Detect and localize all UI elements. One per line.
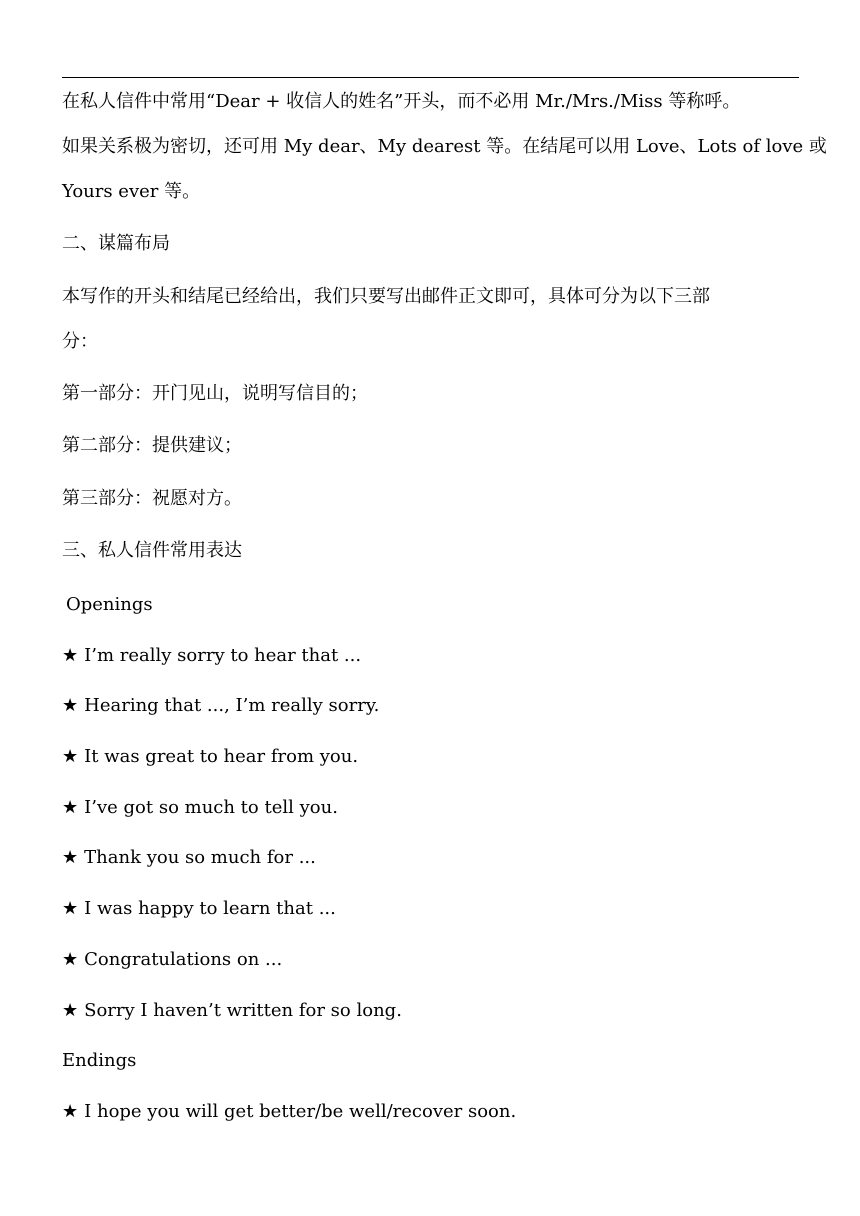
body-text-line: 第二部分：提供建议；: [62, 435, 242, 456]
list-item: [62, 897, 336, 921]
list-item-text: Hearing that ..., I’m really sorry.: [84, 695, 380, 716]
list-item-text: Congratulations on ...: [84, 949, 283, 970]
star-bullet-icon: ★: [62, 949, 79, 970]
star-bullet-icon: ★: [62, 1101, 79, 1122]
list-item: [62, 999, 402, 1023]
list-item-text: I’ve got so much to tell you.: [84, 797, 338, 818]
body-text-line: 如果关系极为密切，还可用 My dear、My dearest 等。在结尾可以用 Love、Lots of love 或: [62, 136, 827, 157]
section-heading: 三、私人信件常用表达: [62, 540, 242, 561]
list-item-text: It was great to hear from you.: [84, 746, 359, 767]
list-item: [62, 644, 361, 668]
list-item-text: Thank you so much for ...: [84, 847, 316, 868]
body-text-line: 本写作的开头和结尾已经给出，我们只要写出邮件正文即可，具体可分为以下三部: [62, 286, 710, 307]
list-item-text: I’m really sorry to hear that ...: [84, 645, 362, 666]
list-item: [62, 948, 282, 972]
body-text-line: Yours ever 等。: [62, 181, 201, 202]
star-bullet-icon: ★: [62, 645, 79, 666]
list-item: [62, 745, 358, 769]
list-item: [62, 846, 316, 870]
star-bullet-icon: ★: [62, 898, 79, 919]
star-bullet-icon: ★: [62, 797, 79, 818]
list-item-text: I hope you will get better/be well/recover soon.: [84, 1101, 517, 1122]
list-item: [62, 694, 379, 718]
body-text-line: 第三部分：祝愿对方。: [62, 488, 242, 509]
section-heading: 二、谋篇布局: [62, 233, 170, 254]
header-rule: [62, 77, 799, 78]
body-text-line: 分：: [62, 331, 98, 352]
star-bullet-icon: ★: [62, 695, 79, 716]
list-item: [62, 1100, 516, 1124]
star-bullet-icon: ★: [62, 746, 79, 767]
openings-heading: Openings: [66, 594, 153, 615]
body-text-line: 第一部分：开门见山，说明写信目的；: [62, 383, 368, 404]
star-bullet-icon: ★: [62, 847, 79, 868]
list-item-text: Sorry I haven’t written for so long.: [84, 1000, 402, 1021]
body-text-line: 在私人信件中常用“Dear + 收信人的姓名”开头，而不必用 Mr./Mrs./Miss 等称呼。: [62, 91, 741, 112]
list-item: [62, 796, 338, 820]
endings-heading: Endings: [62, 1050, 137, 1071]
list-item-text: I was happy to learn that ...: [84, 898, 336, 919]
star-bullet-icon: ★: [62, 1000, 79, 1021]
